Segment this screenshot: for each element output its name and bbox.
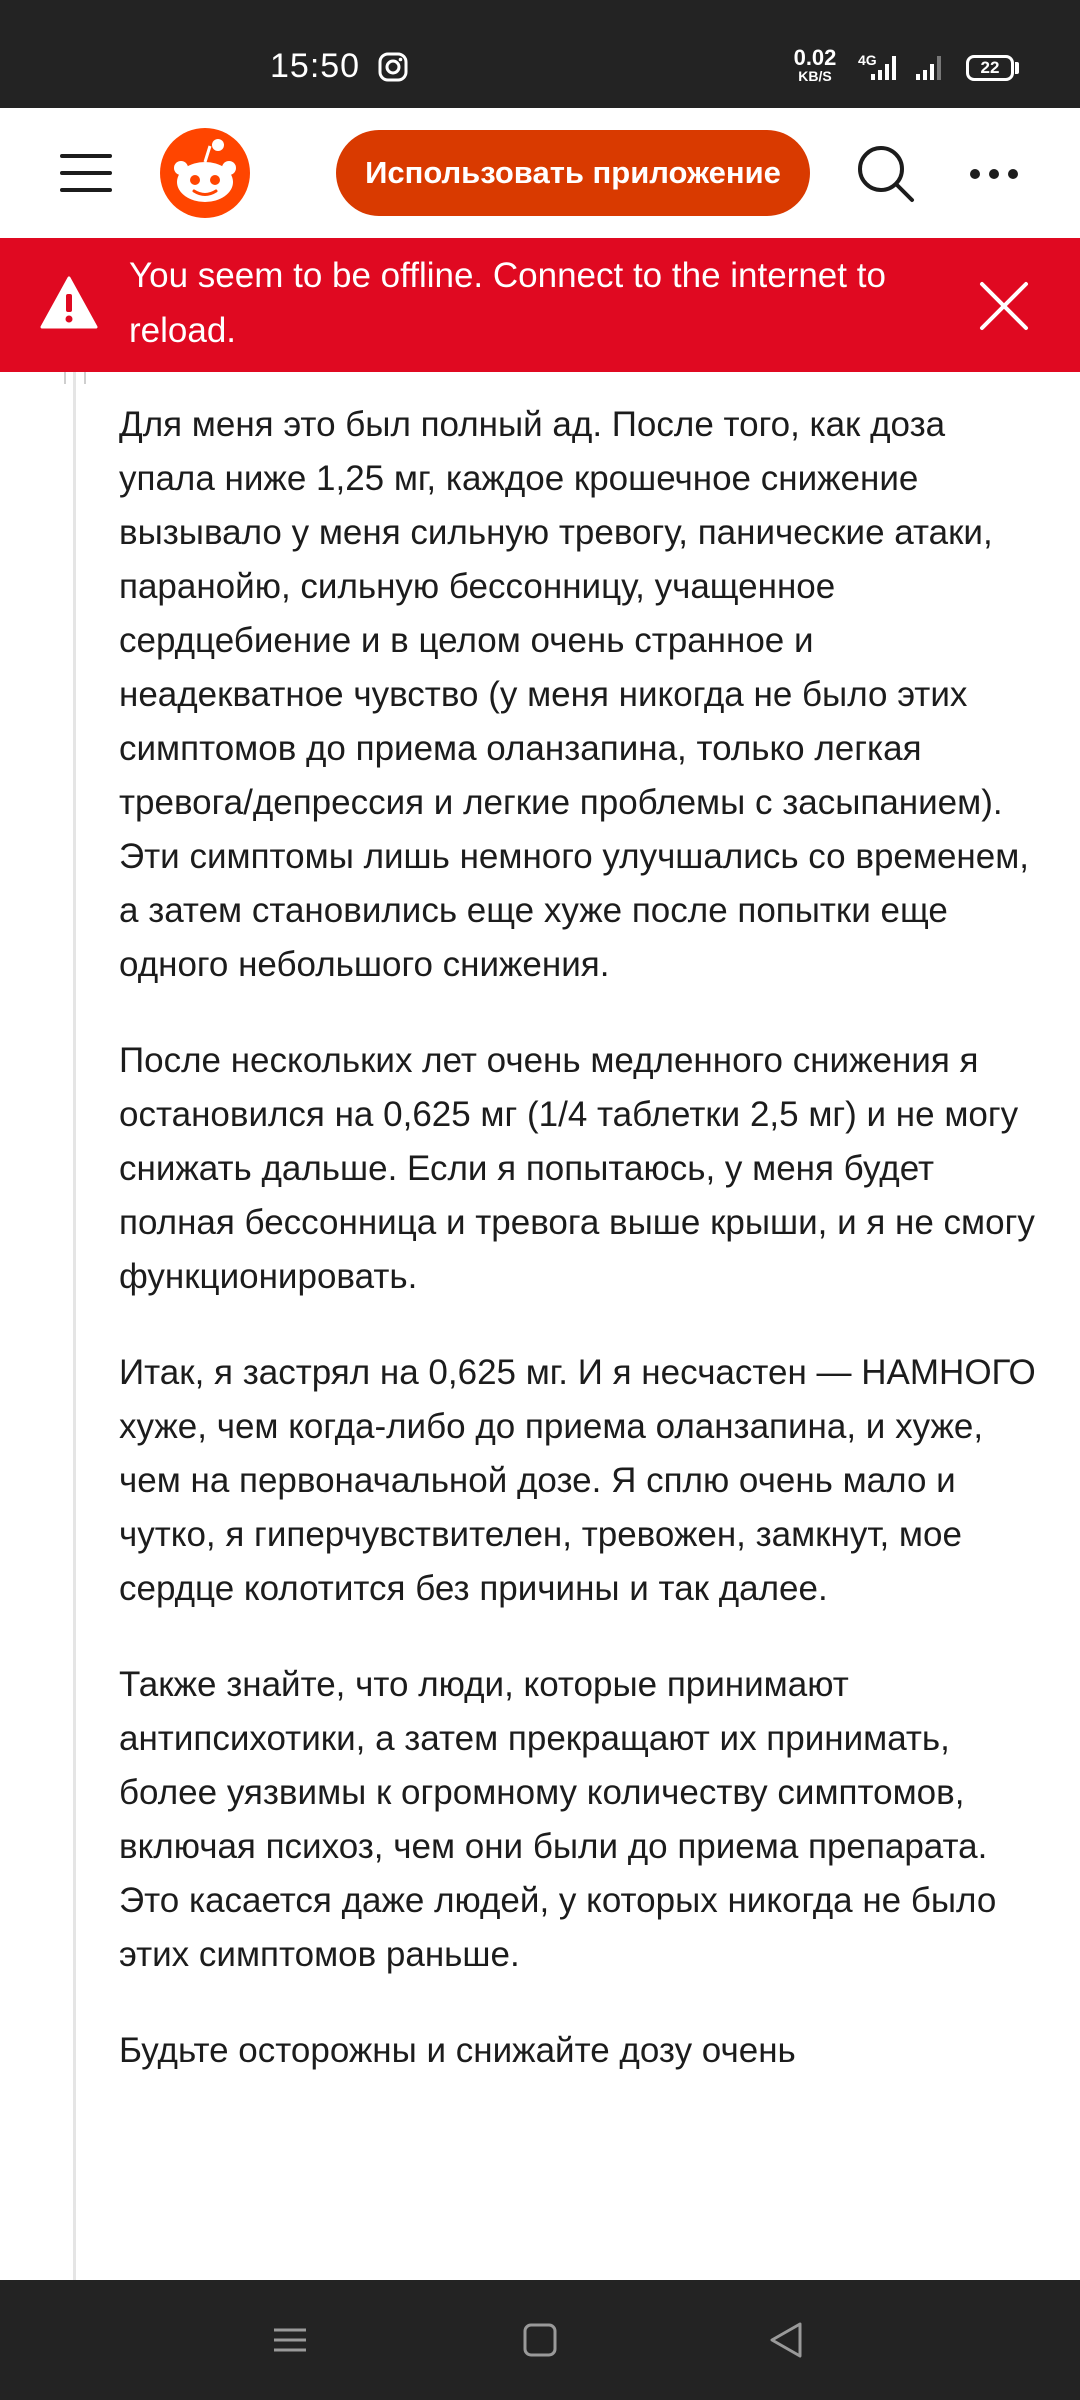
status-bar	[0, 0, 1080, 108]
top-header	[0, 108, 1080, 238]
net-speed-value: 0.02	[793, 45, 837, 70]
recents-icon[interactable]	[260, 2310, 320, 2370]
net-speed	[788, 45, 842, 84]
system-nav-bar	[0, 2280, 1080, 2400]
signal-4g-icon	[856, 50, 900, 82]
comment-paragraph: Для меня это был полный ад. После того, как доза упала ниже 1,25 мг, каждое крошечное снижение вызывало у меня сильную тревогу, панические атаки, паранойю, сильную бессонницу, учащенное сердцебиение и в целом очень странное и неадекватное чувство (у меня никогда не было этих симптомов до приема оланзапина, только легкая тревога/депрессия и легкие проблемы с засыпанием). Эти симптомы лишь немного улучшались со временем, а затем становились еще хуже после попытки еще одного небольшого снижения.	[119, 405, 1029, 984]
comment-paragraph: Также знайте, что люди, которые принимают антипсихотики, а затем прекращают их принимать, более уязвимы к огромному количеству симптомов, включая психоз, чем они были до приема препарата. Это касается даже людей, у которых никогда не было этих симптомов раньше.	[119, 1665, 997, 1974]
status-time: 15:50	[270, 47, 361, 85]
battery-icon: 22	[966, 55, 1014, 81]
offline-banner	[0, 238, 1080, 372]
comment-paragraph: Итак, я застрял на 0,625 мг. И я несчастен — НАМНОГО хуже, чем когда-либо до приема оланзапина, и хуже, чем на первоначальной дозе. Я сплю очень мало и чутко, я гиперчувствителен, тревожен, замкнут, мое сердце колотится без причины и так далее.	[119, 1353, 1036, 1608]
network-type: 4G	[858, 52, 877, 68]
comment-paragraph: Будьте осторожны и снижайте дозу очень	[119, 2031, 796, 2070]
signal-icon	[912, 50, 956, 82]
instagram-icon	[378, 52, 408, 82]
warning-icon	[40, 276, 98, 330]
close-icon[interactable]	[976, 278, 1032, 334]
menu-icon[interactable]	[60, 152, 112, 194]
thread-line[interactable]	[73, 372, 76, 2280]
more-icon[interactable]	[968, 166, 1020, 182]
offline-message: You seem to be offline. Connect to the internet to reload.	[129, 256, 886, 350]
use-app-button[interactable]: Использовать приложение	[336, 130, 810, 216]
comment-paragraph: После нескольких лет очень медленного снижения я остановился на 0,625 мг (1/4 таблетки 2,5 мг) и не могу снижать дальше. Если я попытаюсь, у меня будет полная бессонница и тревога выше крыши, и я не смогу функционировать.	[119, 1041, 1035, 1296]
home-icon[interactable]	[510, 2310, 570, 2370]
comment-body	[119, 398, 1039, 2120]
net-speed-unit: KB/S	[798, 68, 832, 84]
search-icon[interactable]	[856, 144, 916, 204]
reddit-logo[interactable]	[160, 128, 250, 218]
battery-tip	[1015, 62, 1019, 74]
back-icon[interactable]	[756, 2310, 816, 2370]
